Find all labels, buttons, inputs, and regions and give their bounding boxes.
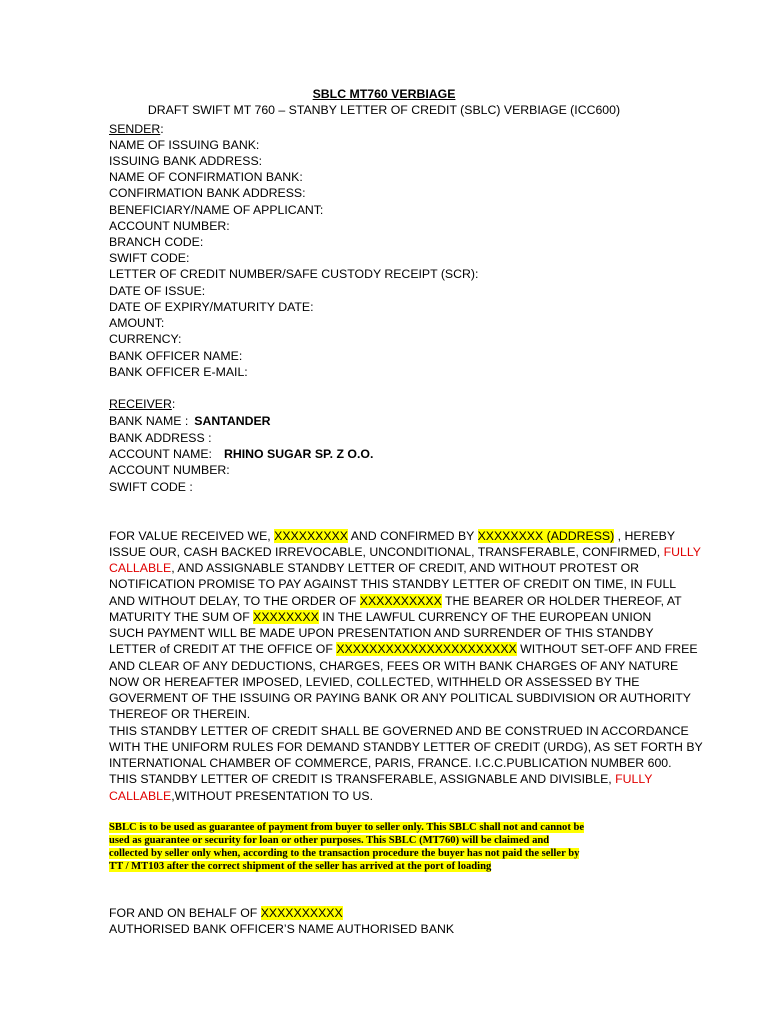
body-line [109, 544, 701, 560]
note-highlight: used as guarantee or security for loan or other purposes. This SBLC (MT760) will be claimed and [109, 835, 550, 846]
body-text: LETTER of CREDIT AT THE OFFICE OF [109, 642, 337, 656]
placeholder-highlight: XXXXXXXX (ADDRESS) [477, 529, 615, 543]
sender-field: ACCOUNT NUMBER: [109, 219, 230, 233]
sender-heading-colon: : [160, 122, 164, 136]
sender-field: LETTER OF CREDIT NUMBER/SAFE CUSTODY RECEIPT (SCR): [109, 267, 479, 281]
receiver-heading-colon: : [171, 397, 176, 411]
sender-field: DATE OF ISSUE: [109, 284, 206, 298]
receiver-heading [109, 396, 175, 412]
body-text: , HEREBY [614, 529, 676, 543]
body-line: SUCH PAYMENT WILL BE MADE UPON PRESENTATION AND SURRENDER OF THIS STANDBY [109, 626, 654, 640]
body-text: AND WITHOUT DELAY, TO THE ORDER OF [109, 594, 360, 608]
placeholder-highlight: XXXXXXXXX [274, 529, 348, 543]
body-text: THIS STANDBY LETTER OF CREDIT IS TRANSFERABLE, ASSIGNABLE AND DIVISIBLE, [109, 772, 616, 786]
sender-field: CONFIRMATION BANK ADDRESS: [109, 186, 306, 200]
note-highlight: SBLC is to be used as guarantee of payment from buyer to seller only. This SBLC shall not and cannot be [109, 822, 585, 833]
receiver-heading-text: RECEIVER [109, 397, 172, 411]
body-text: , AND ASSIGNABLE STANDBY LETTER OF CREDIT, AND WITHOUT PROTEST OR [171, 561, 640, 575]
placeholder-highlight: XXXXXXXXXX [260, 906, 343, 920]
sender-field: BANK OFFICER NAME: [109, 349, 243, 363]
note-line [109, 860, 491, 873]
sender-field: ISSUING BANK ADDRESS: [109, 154, 263, 168]
footer-line [109, 905, 343, 921]
placeholder-highlight: XXXXXXXX [253, 610, 319, 624]
body-line: WITH THE UNIFORM RULES FOR DEMAND STANDBY LETTER OF CREDIT (URDG), AS SET FORTH BY [109, 740, 703, 754]
body-line [109, 788, 373, 804]
note-line [109, 821, 584, 834]
body-line: AND CLEAR OF ANY DEDUCTIONS, CHARGES, FEES OR WITH BANK CHARGES OF ANY NATURE [109, 659, 679, 673]
sender-field: SWIFT CODE: [109, 251, 190, 265]
receiver-bank-name-label: BANK NAME : [109, 414, 189, 428]
body-line: INTERNATIONAL CHAMBER OF COMMERCE, PARIS, FRANCE. I.C.C.PUBLICATION NUMBER 600. [109, 756, 672, 770]
body-line [109, 641, 698, 657]
receiver-account-name-value: RHINO SUGAR SP. Z O.O. [223, 447, 374, 461]
body-text: WITHOUT SET-OFF AND FREE [516, 642, 698, 656]
placeholder-highlight: XXXXXXXXXX [359, 594, 442, 608]
sender-field: BENEFICIARY/NAME OF APPLICANT: [109, 203, 324, 217]
sender-field: DATE OF EXPIRY/MATURITY DATE: [109, 300, 314, 314]
note-highlight: TT / MT103 after the correct shipment of the seller has arrived at the port of loading [109, 861, 492, 872]
body-text: ,WITHOUT PRESENTATION TO US. [171, 789, 373, 803]
note-line [109, 834, 549, 847]
sender-field: BRANCH CODE: [109, 235, 204, 249]
placeholder-highlight: XXXXXXXXXXXXXXXXXXXXXX [336, 642, 517, 656]
note-highlight: collected by seller only when, according to the transaction procedure the buyer has not paid the seller by [109, 848, 580, 859]
sender-field: AMOUNT: [109, 316, 165, 330]
document-subtitle: DRAFT SWIFT MT 760 – STANBY LETTER OF CREDIT (SBLC) VERBIAGE (ICC600) [147, 103, 621, 117]
note-line [109, 847, 579, 860]
receiver-account-number-label: ACCOUNT NUMBER: [109, 463, 230, 477]
body-line: NOTIFICATION PROMISE TO PAY AGAINST THIS STANDBY LETTER OF CREDIT ON TIME, IN FULL [109, 577, 677, 591]
red-emphasis: CALLABLE [109, 561, 172, 575]
body-line: THEREOF OR THEREIN. [109, 707, 251, 721]
body-text: MATURITY THE SUM OF [109, 610, 254, 624]
sender-field: NAME OF ISSUING BANK: [109, 138, 260, 152]
sender-heading-text: SENDER [109, 122, 161, 136]
receiver-account-name-row [109, 446, 373, 462]
body-line [109, 560, 639, 576]
body-line: THIS STANDBY LETTER OF CREDIT SHALL BE GOVERNED AND BE CONSTRUED IN ACCORDANCE [109, 724, 689, 738]
footer-text: FOR AND ON BEHALF OF [109, 906, 261, 920]
sender-field: CURRENCY: [109, 332, 182, 346]
body-line [109, 593, 682, 609]
document-title: SBLC MT760 VERBIAGE [312, 87, 456, 101]
body-line: NOW OR HEREAFTER IMPOSED, LEVIED, COLLECTED, WITHHELD OR ASSESSED BY THE [109, 675, 640, 689]
sender-heading [109, 121, 164, 137]
red-emphasis: CALLABLE [109, 789, 172, 803]
receiver-bank-address-label: BANK ADDRESS : [109, 431, 212, 445]
receiver-bank-name-row [109, 413, 271, 429]
body-text: THE BEARER OR HOLDER THEREOF, AT [441, 594, 682, 608]
red-emphasis: FULLY [615, 772, 653, 786]
body-line [109, 528, 675, 544]
footer-signature-line: AUTHORISED BANK OFFICER’S NAME AUTHORISED BANK [109, 922, 455, 936]
receiver-account-name-label: ACCOUNT NAME: [109, 447, 212, 461]
body-text: IN THE LAWFUL CURRENCY OF THE EUROPEAN UNION [318, 610, 652, 624]
body-text: FOR VALUE RECEIVED WE, [109, 529, 275, 543]
sender-field: BANK OFFICER E-MAIL: [109, 365, 248, 379]
body-line [109, 771, 653, 787]
receiver-swift-code-label: SWIFT CODE : [109, 480, 193, 494]
body-line [109, 609, 651, 625]
red-emphasis: FULLY [663, 545, 701, 559]
body-text: AND CONFIRMED BY [347, 529, 478, 543]
body-line: GOVERMENT OF THE ISSUING OR PAYING BANK OR ANY POLITICAL SUBDIVISION OR AUTHORITY [109, 691, 691, 705]
receiver-bank-name-value: SANTANDER [194, 414, 271, 428]
body-text: ISSUE OUR, CASH BACKED IRREVOCABLE, UNCONDITIONAL, TRANSFERABLE, CONFIRMED, [109, 545, 664, 559]
sender-field: NAME OF CONFIRMATION BANK: [109, 170, 303, 184]
